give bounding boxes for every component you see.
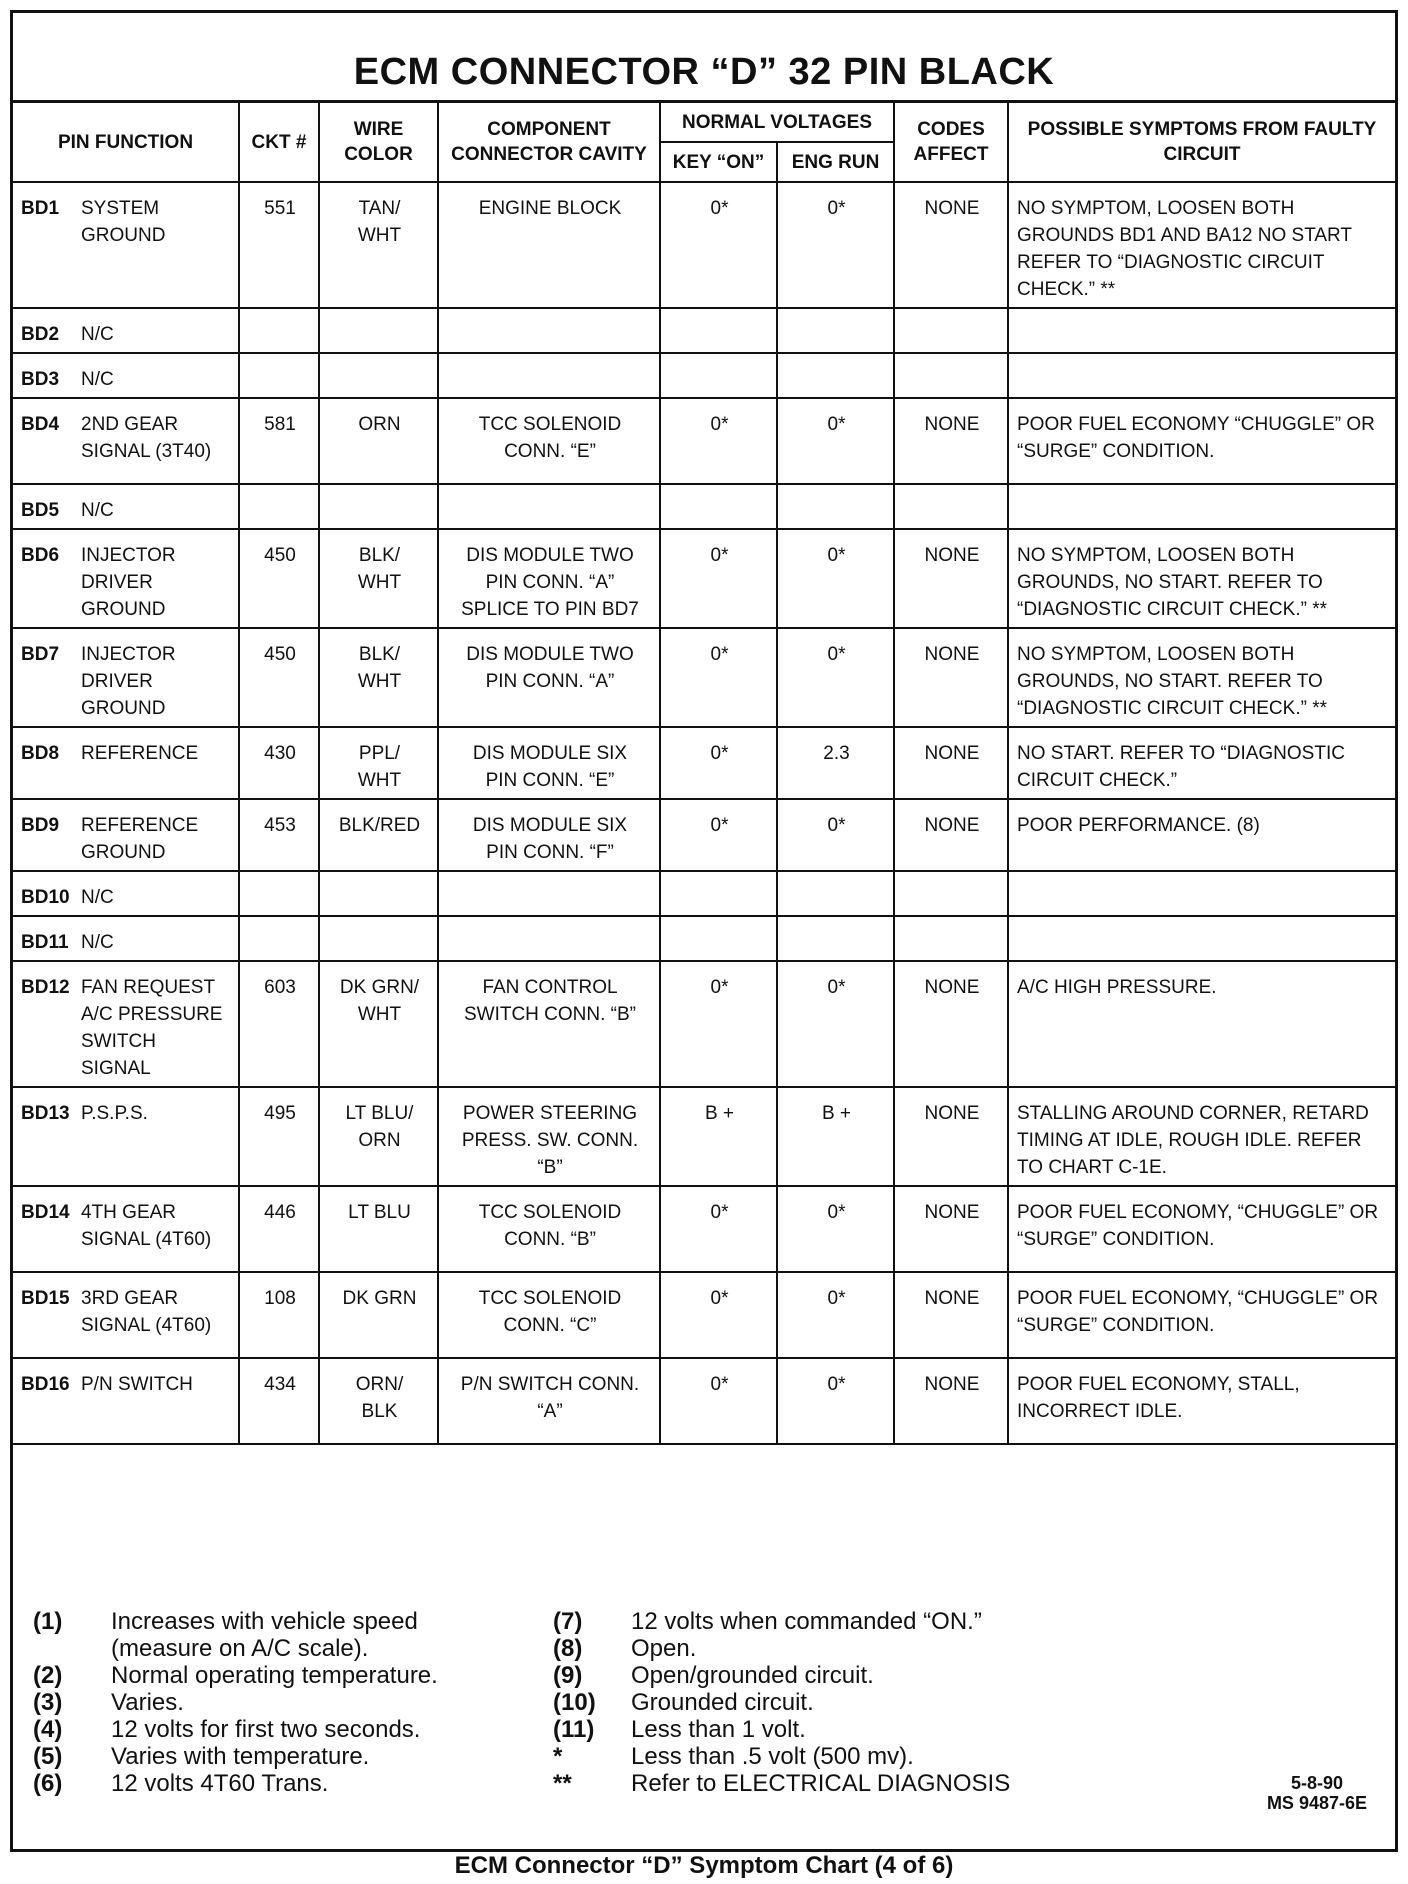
note-item bbox=[543, 1743, 1103, 1770]
note-text: Varies with temperature. bbox=[111, 1743, 370, 1770]
voltage-eng-run bbox=[777, 871, 894, 916]
pin-function-cell bbox=[13, 1087, 239, 1186]
pin-id: BD12 bbox=[21, 977, 70, 998]
header-symptoms: POSSIBLE SYMPTOMS FROM FAULTY CIRCUIT bbox=[1008, 103, 1395, 182]
pin-function: INJECTOR DRIVER GROUND bbox=[81, 545, 176, 620]
table-row bbox=[13, 961, 1395, 1087]
table-row bbox=[13, 308, 1395, 353]
pin-function: INJECTOR DRIVER GROUND bbox=[81, 644, 176, 719]
circuit-number bbox=[239, 871, 319, 916]
voltage-eng-run bbox=[777, 353, 894, 398]
voltage-eng-run: 0* bbox=[777, 799, 894, 871]
component-cavity: DIS MODULE SIX PIN CONN. “E” bbox=[438, 727, 660, 799]
codes-affect: NONE bbox=[894, 1358, 1008, 1444]
note-item bbox=[23, 1662, 543, 1689]
note-number: * bbox=[553, 1743, 563, 1770]
voltage-eng-run: 0* bbox=[777, 961, 894, 1087]
possible-symptoms: POOR PERFORMANCE. (8) bbox=[1008, 799, 1395, 871]
possible-symptoms: NO SYMPTOM, LOOSEN BOTH GROUNDS, NO START. REFER TO “DIAGNOSTIC CIRCUIT CHECK.” ** bbox=[1008, 529, 1395, 628]
voltage-eng-run: 2.3 bbox=[777, 727, 894, 799]
voltage-eng-run: 0* bbox=[777, 182, 894, 308]
note-item bbox=[543, 1689, 1103, 1716]
wire-color bbox=[319, 353, 438, 398]
chart-sheet bbox=[10, 10, 1398, 1852]
note-item bbox=[23, 1770, 543, 1797]
pin-id: BD2 bbox=[21, 324, 60, 345]
table-row bbox=[13, 1087, 1395, 1186]
pin-function-cell bbox=[13, 529, 239, 628]
component-cavity: TCC SOLENOID CONN. “E” bbox=[438, 398, 660, 484]
note-number: (6) bbox=[33, 1770, 63, 1797]
note-item bbox=[543, 1635, 1103, 1662]
codes-affect: NONE bbox=[894, 961, 1008, 1087]
wire-color: ORN/ BLK bbox=[319, 1358, 438, 1444]
codes-affect: NONE bbox=[894, 182, 1008, 308]
note-text: 12 volts 4T60 Trans. bbox=[111, 1770, 329, 1797]
codes-affect bbox=[894, 353, 1008, 398]
possible-symptoms bbox=[1008, 484, 1395, 529]
voltage-key-on bbox=[660, 353, 777, 398]
header-codes-affect: CODES AFFECT bbox=[894, 103, 1008, 182]
voltage-key-on: 0* bbox=[660, 799, 777, 871]
pin-function-cell bbox=[13, 871, 239, 916]
pin-function: 4TH GEAR SIGNAL (4T60) bbox=[81, 1202, 212, 1250]
stamp-date: 5-8-90 bbox=[1290, 1773, 1343, 1793]
circuit-number bbox=[239, 308, 319, 353]
voltage-key-on: 0* bbox=[660, 529, 777, 628]
pin-function-cell bbox=[13, 1186, 239, 1272]
circuit-number bbox=[239, 916, 319, 961]
pin-id: BD11 bbox=[21, 932, 69, 953]
note-text: Less than 1 volt. bbox=[631, 1716, 806, 1743]
codes-affect: NONE bbox=[894, 727, 1008, 799]
wire-color bbox=[319, 308, 438, 353]
component-cavity: DIS MODULE TWO PIN CONN. “A” SPLICE TO PIN BD7 bbox=[438, 529, 660, 628]
wire-color bbox=[319, 916, 438, 961]
component-cavity: TCC SOLENOID CONN. “B” bbox=[438, 1186, 660, 1272]
pin-function: P/N SWITCH bbox=[81, 1374, 193, 1395]
note-item bbox=[543, 1716, 1103, 1743]
note-item bbox=[543, 1770, 1103, 1797]
note-text: Normal operating temperature. bbox=[111, 1662, 438, 1689]
voltage-key-on bbox=[660, 308, 777, 353]
table-row bbox=[13, 628, 1395, 727]
possible-symptoms: POOR FUEL ECONOMY, “CHUGGLE” OR “SURGE” CONDITION. bbox=[1008, 1272, 1395, 1358]
pin-id: BD3 bbox=[21, 369, 60, 390]
circuit-number: 430 bbox=[239, 727, 319, 799]
table-row bbox=[13, 398, 1395, 484]
possible-symptoms: POOR FUEL ECONOMY, “CHUGGLE” OR “SURGE” CONDITION. bbox=[1008, 1186, 1395, 1272]
pin-id: BD9 bbox=[21, 815, 60, 836]
note-number: (9) bbox=[553, 1662, 583, 1689]
note-text: Less than .5 volt (500 mv). bbox=[631, 1743, 914, 1770]
page-title: ECM CONNECTOR “D” 32 PIN BLACK bbox=[13, 13, 1395, 103]
note-number: (7) bbox=[553, 1608, 583, 1635]
codes-affect: NONE bbox=[894, 529, 1008, 628]
pin-function: N/C bbox=[81, 887, 114, 908]
note-text: Refer to ELECTRICAL DIAGNOSIS bbox=[631, 1770, 1011, 1797]
table-row bbox=[13, 799, 1395, 871]
component-cavity: TCC SOLENOID CONN. “C” bbox=[438, 1272, 660, 1358]
note-text: Open. bbox=[631, 1635, 697, 1662]
codes-affect bbox=[894, 871, 1008, 916]
pin-id: BD10 bbox=[21, 887, 70, 908]
table-row bbox=[13, 727, 1395, 799]
codes-affect bbox=[894, 308, 1008, 353]
header-ckt: CKT # bbox=[239, 103, 319, 182]
circuit-number: 450 bbox=[239, 529, 319, 628]
note-number: (11) bbox=[553, 1716, 595, 1743]
pin-function-cell bbox=[13, 799, 239, 871]
circuit-number: 551 bbox=[239, 182, 319, 308]
header-component-cavity: COMPONENT CONNECTOR CAVITY bbox=[438, 103, 660, 182]
voltage-eng-run: 0* bbox=[777, 1272, 894, 1358]
wire-color: LT BLU/ ORN bbox=[319, 1087, 438, 1186]
note-number: (10) bbox=[553, 1689, 596, 1716]
note-item bbox=[543, 1662, 1103, 1689]
codes-affect bbox=[894, 484, 1008, 529]
stamp-code: MS 9487-6E bbox=[1266, 1793, 1367, 1813]
pin-id: BD8 bbox=[21, 743, 60, 764]
wire-color: DK GRN/ WHT bbox=[319, 961, 438, 1087]
voltage-key-on bbox=[660, 484, 777, 529]
note-number: (4) bbox=[33, 1716, 63, 1743]
voltage-key-on: 0* bbox=[660, 182, 777, 308]
pin-function-cell bbox=[13, 916, 239, 961]
note-item bbox=[543, 1608, 1103, 1635]
header-wire-color: WIRE COLOR bbox=[319, 103, 438, 182]
pin-function: FAN REQUEST A/C PRESSURE SWITCH SIGNAL bbox=[81, 977, 223, 1079]
pin-table bbox=[13, 103, 1395, 1445]
voltage-key-on: 0* bbox=[660, 628, 777, 727]
codes-affect: NONE bbox=[894, 799, 1008, 871]
codes-affect: NONE bbox=[894, 628, 1008, 727]
voltage-key-on: 0* bbox=[660, 1358, 777, 1444]
note-number: (5) bbox=[33, 1743, 63, 1770]
table-row bbox=[13, 871, 1395, 916]
component-cavity: DIS MODULE TWO PIN CONN. “A” bbox=[438, 628, 660, 727]
component-cavity: POWER STEERING PRESS. SW. CONN. “B” bbox=[438, 1087, 660, 1186]
notes-right bbox=[543, 1608, 1103, 1797]
revision-stamp bbox=[1267, 1773, 1367, 1813]
codes-affect: NONE bbox=[894, 1272, 1008, 1358]
possible-symptoms bbox=[1008, 308, 1395, 353]
wire-color bbox=[319, 484, 438, 529]
table-row bbox=[13, 1358, 1395, 1444]
pin-function-cell bbox=[13, 961, 239, 1087]
possible-symptoms: NO START. REFER TO “DIAGNOSTIC CIRCUIT CHECK.” bbox=[1008, 727, 1395, 799]
voltage-key-on bbox=[660, 916, 777, 961]
codes-affect: NONE bbox=[894, 1186, 1008, 1272]
pin-id: BD4 bbox=[21, 414, 60, 435]
table-row bbox=[13, 484, 1395, 529]
table-row bbox=[13, 1272, 1395, 1358]
note-item bbox=[23, 1743, 543, 1770]
pin-function-cell bbox=[13, 308, 239, 353]
pin-function-cell bbox=[13, 484, 239, 529]
pin-id: BD7 bbox=[21, 644, 60, 665]
wire-color: BLK/ WHT bbox=[319, 529, 438, 628]
table-row bbox=[13, 529, 1395, 628]
pin-id: BD16 bbox=[21, 1374, 70, 1395]
note-text: Increases with vehicle speed (measure on A/C scale). bbox=[111, 1608, 418, 1662]
pin-function-cell bbox=[13, 398, 239, 484]
voltage-key-on: B + bbox=[660, 1087, 777, 1186]
wire-color: PPL/ WHT bbox=[319, 727, 438, 799]
header-pin-function: PIN FUNCTION bbox=[13, 103, 239, 182]
table-row bbox=[13, 1186, 1395, 1272]
pin-id: BD6 bbox=[21, 545, 60, 566]
voltage-key-on: 0* bbox=[660, 961, 777, 1087]
component-cavity: FAN CONTROL SWITCH CONN. “B” bbox=[438, 961, 660, 1087]
component-cavity bbox=[438, 353, 660, 398]
pin-function-cell bbox=[13, 628, 239, 727]
possible-symptoms: POOR FUEL ECONOMY, STALL, INCORRECT IDLE. bbox=[1008, 1358, 1395, 1444]
possible-symptoms: NO SYMPTOM, LOOSEN BOTH GROUNDS BD1 AND BA12 NO START REFER TO “DIAGNOSTIC CIRCUIT CHECK.” ** bbox=[1008, 182, 1395, 308]
possible-symptoms: STALLING AROUND CORNER, RETARD TIMING AT IDLE, ROUGH IDLE. REFER TO CHART C-1E. bbox=[1008, 1087, 1395, 1186]
note-item bbox=[23, 1608, 543, 1662]
component-cavity bbox=[438, 871, 660, 916]
voltage-eng-run bbox=[777, 916, 894, 961]
component-cavity bbox=[438, 308, 660, 353]
component-cavity: ENGINE BLOCK bbox=[438, 182, 660, 308]
circuit-number bbox=[239, 353, 319, 398]
note-text: 12 volts for first two seconds. bbox=[111, 1716, 421, 1743]
voltage-key-on: 0* bbox=[660, 398, 777, 484]
pin-function: 3RD GEAR SIGNAL (4T60) bbox=[81, 1288, 212, 1336]
component-cavity bbox=[438, 484, 660, 529]
note-number: (3) bbox=[33, 1689, 63, 1716]
voltage-key-on: 0* bbox=[660, 1272, 777, 1358]
pin-function: 2ND GEAR SIGNAL (3T40) bbox=[81, 414, 212, 462]
circuit-number: 603 bbox=[239, 961, 319, 1087]
note-text: 12 volts when commanded “ON.” bbox=[631, 1608, 982, 1635]
possible-symptoms: NO SYMPTOM, LOOSEN BOTH GROUNDS, NO START. REFER TO “DIAGNOSTIC CIRCUIT CHECK.” ** bbox=[1008, 628, 1395, 727]
wire-color: LT BLU bbox=[319, 1186, 438, 1272]
codes-affect bbox=[894, 916, 1008, 961]
note-item bbox=[23, 1689, 543, 1716]
circuit-number bbox=[239, 484, 319, 529]
circuit-number: 446 bbox=[239, 1186, 319, 1272]
wire-color: BLK/ WHT bbox=[319, 628, 438, 727]
circuit-number: 495 bbox=[239, 1087, 319, 1186]
voltage-eng-run: 0* bbox=[777, 628, 894, 727]
note-number: ** bbox=[553, 1770, 572, 1797]
wire-color: BLK/RED bbox=[319, 799, 438, 871]
voltage-eng-run: 0* bbox=[777, 398, 894, 484]
pin-function: REFERENCE bbox=[81, 743, 199, 764]
pin-function: N/C bbox=[81, 324, 114, 345]
pin-function: SYSTEM GROUND bbox=[81, 198, 166, 246]
pin-id: BD14 bbox=[21, 1202, 70, 1223]
notes-left bbox=[23, 1608, 543, 1797]
voltage-eng-run: B + bbox=[777, 1087, 894, 1186]
possible-symptoms: A/C HIGH PRESSURE. bbox=[1008, 961, 1395, 1087]
voltage-eng-run: 0* bbox=[777, 1186, 894, 1272]
note-number: (1) bbox=[33, 1608, 63, 1635]
note-text: Grounded circuit. bbox=[631, 1689, 814, 1716]
pin-function-cell bbox=[13, 182, 239, 308]
note-text: Varies. bbox=[111, 1689, 184, 1716]
voltage-eng-run: 0* bbox=[777, 529, 894, 628]
voltage-key-on: 0* bbox=[660, 727, 777, 799]
table-row bbox=[13, 182, 1395, 308]
wire-color: DK GRN bbox=[319, 1272, 438, 1358]
circuit-number: 581 bbox=[239, 398, 319, 484]
pin-function-cell bbox=[13, 1358, 239, 1444]
pin-function-cell bbox=[13, 353, 239, 398]
component-cavity: DIS MODULE SIX PIN CONN. “F” bbox=[438, 799, 660, 871]
table-row bbox=[13, 353, 1395, 398]
pin-function: P.S.P.S. bbox=[81, 1103, 148, 1124]
circuit-number: 108 bbox=[239, 1272, 319, 1358]
header-eng-run: ENG RUN bbox=[777, 142, 894, 182]
voltage-eng-run bbox=[777, 484, 894, 529]
pin-function-cell bbox=[13, 1272, 239, 1358]
component-cavity bbox=[438, 916, 660, 961]
component-cavity: P/N SWITCH CONN. “A” bbox=[438, 1358, 660, 1444]
pin-id: BD15 bbox=[21, 1288, 70, 1309]
possible-symptoms bbox=[1008, 871, 1395, 916]
possible-symptoms bbox=[1008, 916, 1395, 961]
wire-color: TAN/ WHT bbox=[319, 182, 438, 308]
possible-symptoms: POOR FUEL ECONOMY “CHUGGLE” OR “SURGE” CONDITION. bbox=[1008, 398, 1395, 484]
chart-caption: ECM Connector “D” Symptom Chart (4 of 6) bbox=[454, 1852, 954, 1879]
pin-id: BD13 bbox=[21, 1103, 70, 1124]
pin-function: N/C bbox=[81, 932, 114, 953]
note-number: (8) bbox=[553, 1635, 583, 1662]
header-normal-voltages: NORMAL VOLTAGES bbox=[660, 103, 894, 142]
note-item bbox=[23, 1716, 543, 1743]
voltage-key-on: 0* bbox=[660, 1186, 777, 1272]
circuit-number: 450 bbox=[239, 628, 319, 727]
wire-color: ORN bbox=[319, 398, 438, 484]
voltage-key-on bbox=[660, 871, 777, 916]
codes-affect: NONE bbox=[894, 1087, 1008, 1186]
voltage-eng-run: 0* bbox=[777, 1358, 894, 1444]
note-number: (2) bbox=[33, 1662, 63, 1689]
pin-function: N/C bbox=[81, 369, 114, 390]
pin-id: BD1 bbox=[21, 198, 60, 219]
note-text: Open/grounded circuit. bbox=[631, 1662, 874, 1689]
pin-id: BD5 bbox=[21, 500, 60, 521]
wire-color bbox=[319, 871, 438, 916]
pin-function: REFERENCE GROUND bbox=[81, 815, 199, 863]
header-key-on: KEY “ON” bbox=[660, 142, 777, 182]
pin-function: N/C bbox=[81, 500, 114, 521]
codes-affect: NONE bbox=[894, 398, 1008, 484]
voltage-eng-run bbox=[777, 308, 894, 353]
possible-symptoms bbox=[1008, 353, 1395, 398]
table-row bbox=[13, 916, 1395, 961]
circuit-number: 434 bbox=[239, 1358, 319, 1444]
pin-function-cell bbox=[13, 727, 239, 799]
circuit-number: 453 bbox=[239, 799, 319, 871]
